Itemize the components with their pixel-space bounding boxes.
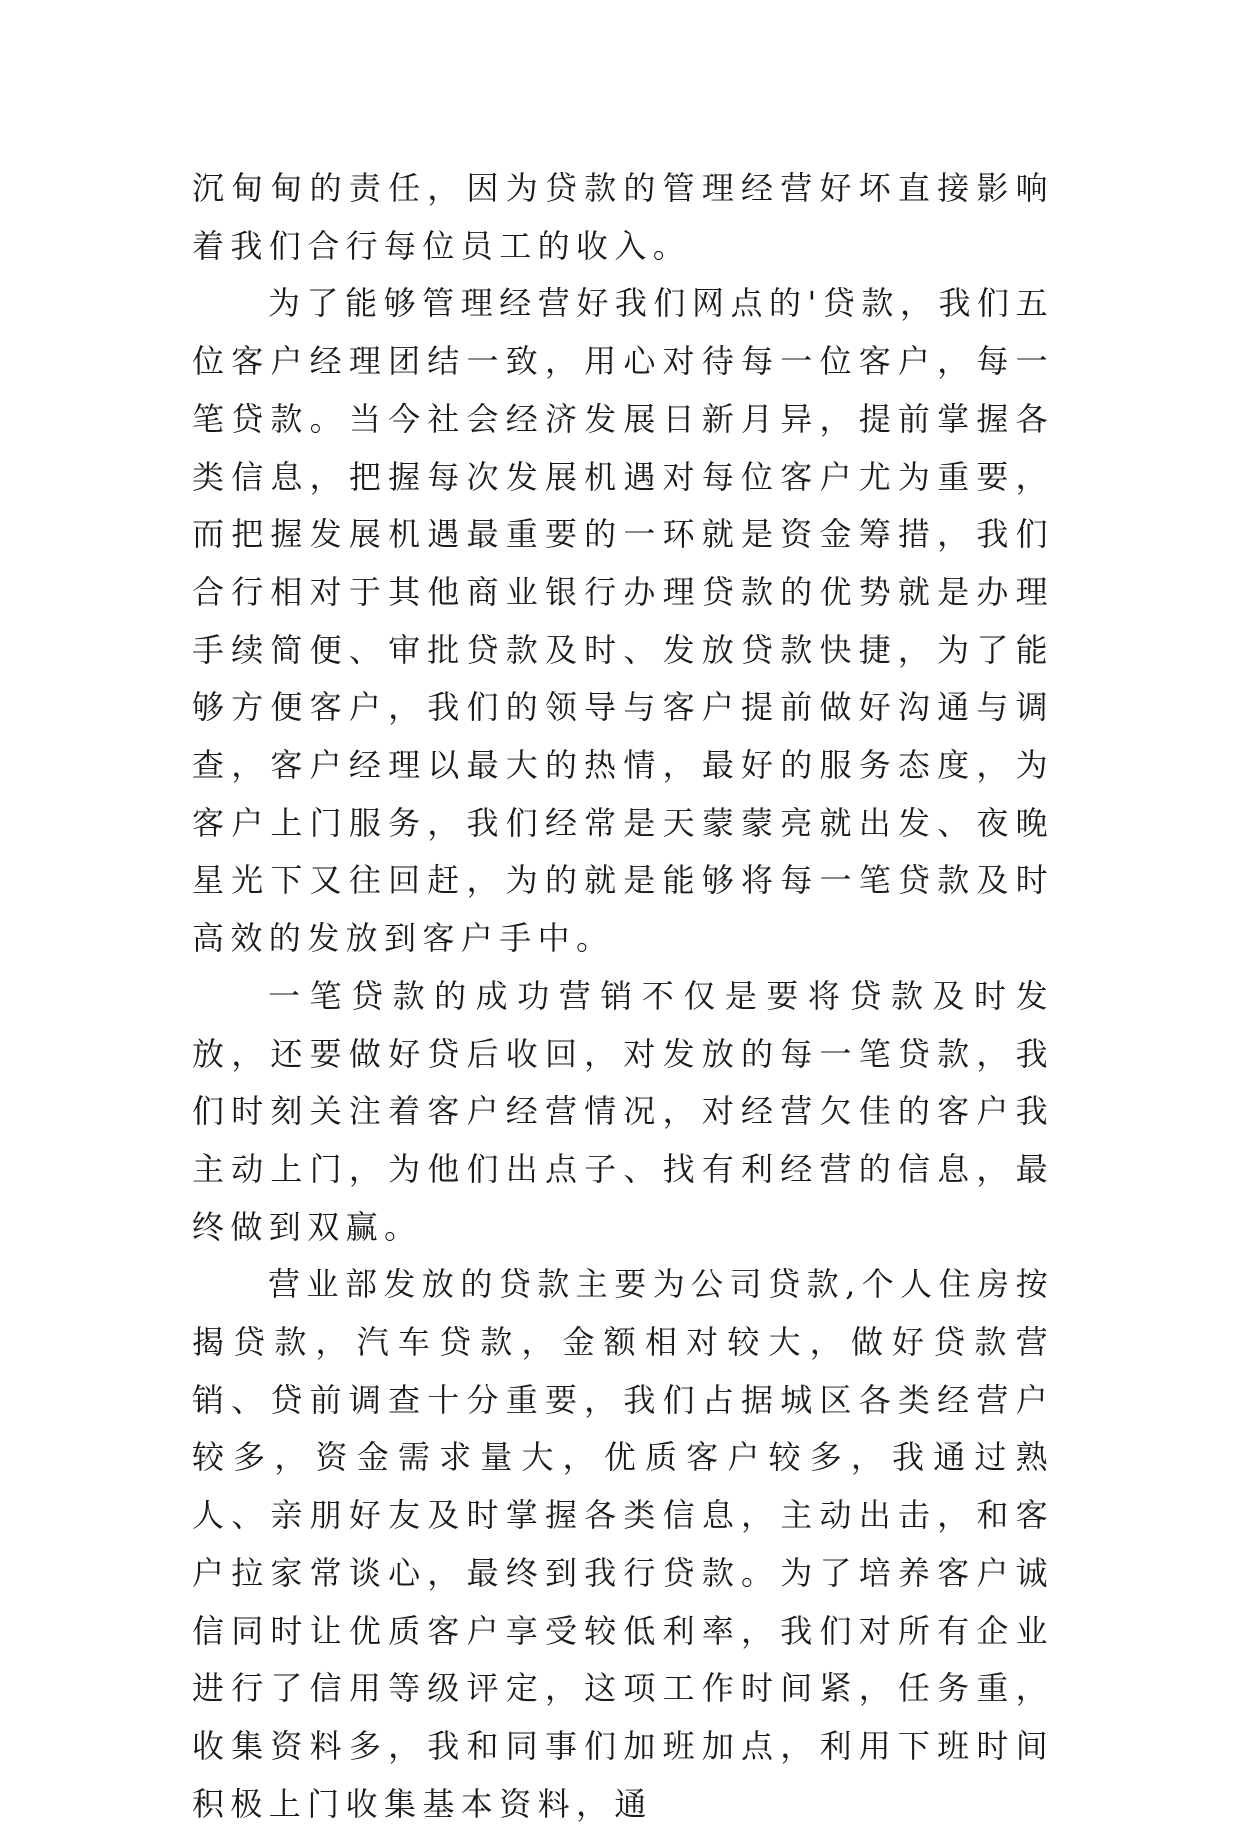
paragraph-business-department: 营业部发放的贷款主要为公司贷款,个人住房按揭贷款，汽车贷款，金额相对较大，做好贷款营销、贷前调查十分重要，我们占据城区各类经营户较多，资金需求量大，优质客户较多，我通过熟人、亲朋好友及时掌握各类信息，主动出击，和客户拉家常谈心，最终到我行贷款。为了培养客户诚信同时让优质客户享受较低利率，我们对所有企业进行了信用等级评定，这项工作时间紧，任务重，收集资料多，我和同事们加班加点，利用下班时间积极上门收集基本资料，通 <box>192 1265 1054 1823</box>
document-page <box>192 160 1054 1833</box>
paragraph-continuation: 沉甸甸的责任，因为贷款的管理经营好坏直接影响着我们合行每位员工的收入。 <box>192 169 1054 265</box>
paragraph-loan-recovery: 一笔贷款的成功营销不仅是要将贷款及时发放，还要做好贷后收回，对发放的每一笔贷款，我们时刻关注着客户经营情况，对经营欠佳的客户我主动上门，为他们出点子、找有利经营的信息，最终做到双赢。 <box>192 976 1054 1246</box>
paragraph-loan-management: 为了能够管理经营好我们网点的'贷款，我们五位客户经理团结一致，用心对待每一位客户，每一笔贷款。当今社会经济发展日新月异，提前掌握各类信息，把握每次发展机遇对每位客户尤为重要，而把握发展机遇最重要的一环就是资金筹措，我们合行相对于其他商业银行办理贷款的优势就是办理手续简便、审批贷款及时、发放贷款快捷，为了能够方便客户，我们的领导与客户提前做好沟通与调查，客户经理以最大的热情，最好的服务态度，为客户上门服务，我们经常是天蒙蒙亮就出发、夜晚星光下又往回赶，为的就是能够将每一笔贷款及时高效的发放到客户手中。 <box>192 284 1054 958</box>
